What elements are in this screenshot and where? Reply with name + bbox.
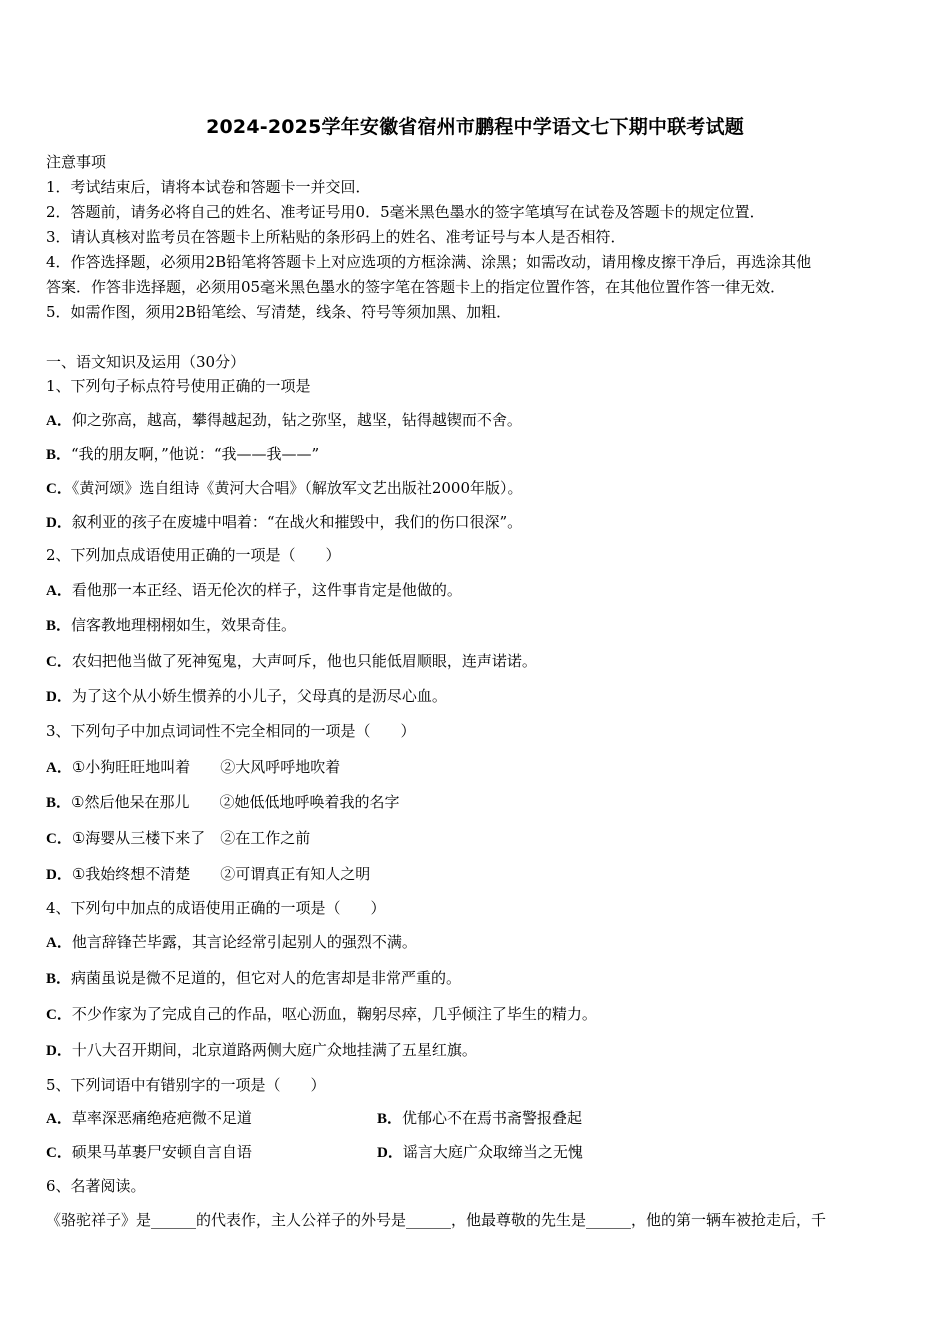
option-d <box>377 1142 583 1163</box>
option-label: D． <box>46 1043 72 1059</box>
option-label: D． <box>46 515 72 531</box>
option-label: B． <box>46 618 72 634</box>
notice-item: 3．请认真核对监考员在答题卡上所粘贴的条形码上的姓名、准考证号与本人是否相符． <box>46 228 626 246</box>
option-d <box>46 864 370 885</box>
option-text: 十八大召开期间，北京道路两侧大庭广众地挂满了五星红旗。 <box>71 1041 477 1059</box>
question-6-text: 《骆驼祥子》是______的代表作，主人公祥子的外号是______，他最尊敬的先生是______，他的第一辆车被抢走后，千 <box>46 1211 827 1229</box>
notice-item: 1．考试结束后，请将本试卷和答题卡一并交回． <box>46 178 371 196</box>
option-text: ①然后他呆在那儿 ②她低低地呼唤着我的名字 <box>71 793 400 811</box>
option-label: B． <box>46 795 72 811</box>
option-label: C． <box>46 654 72 670</box>
question-stem-2: 2、下列加点成语使用正确的一项是（ ） <box>46 546 341 564</box>
option-label: D． <box>46 689 72 705</box>
option-text: 优郁心不在焉书斋警报叠起 <box>402 1109 583 1127</box>
option-text: 硕果马革裹尸安顿自言自语 <box>71 1143 252 1161</box>
option-label: C． <box>46 831 72 847</box>
question-stem-1: 1、下列句子标点符号使用正确的一项是 <box>46 377 311 395</box>
option-a <box>46 580 462 601</box>
option-c <box>46 651 537 672</box>
option-text: “我的朋友啊，”他说：“我——我——” <box>71 445 320 463</box>
option-text: ①海婴从三楼下来了 ②在工作之前 <box>71 829 311 847</box>
notice-item: 5．如需作图，须用2B铅笔绘、写清楚，线条、符号等须加黑、加粗． <box>46 303 512 321</box>
option-label: A． <box>46 760 72 776</box>
option-b <box>46 615 296 636</box>
option-a <box>46 410 522 431</box>
option-text: 谣言大庭广众取缔当之无愧 <box>402 1143 583 1161</box>
question-stem-3: 3、下列句子中加点词词性不完全相同的一项是（ ） <box>46 722 416 740</box>
option-label: C． <box>46 481 72 497</box>
notice-heading: 注意事项 <box>46 153 107 171</box>
option-c <box>46 478 523 499</box>
option-b <box>46 792 399 813</box>
option-label: D． <box>46 867 72 883</box>
option-label: C． <box>46 1145 72 1161</box>
notice-item: 4．作答选择题，必须用2B铅笔将答题卡上对应选项的方框涂满、涂黑；如需改动，请用橡皮擦干净后，再选涂其他 <box>46 253 812 271</box>
option-label: A． <box>46 1111 72 1127</box>
option-label: A． <box>46 583 72 599</box>
option-b <box>377 1108 582 1129</box>
option-c <box>46 1142 252 1163</box>
option-c <box>46 828 310 849</box>
question-stem-4: 4、下列句中加点的成语使用正确的一项是（ ） <box>46 899 386 917</box>
question-stem-6: 6、名著阅读。 <box>46 1177 146 1195</box>
question-stem-5: 5、下列词语中有错别字的一项是（ ） <box>46 1076 326 1094</box>
option-text: 不少作家为了完成自己的作品，呕心沥血，鞠躬尽瘁，几乎倾注了毕生的精力。 <box>71 1005 597 1023</box>
option-text: 草率深恶痛绝疮疤微不足道 <box>71 1109 252 1127</box>
option-label: D． <box>377 1145 403 1161</box>
option-label: C． <box>46 1007 72 1023</box>
notice-item: 答案．作答非选择题，必须用05毫米黑色墨水的签字笔在答题卡上的指定位置作答，在其他位置作答一律无效． <box>46 278 786 296</box>
option-text: 信客教地理栩栩如生，效果奇佳。 <box>71 616 297 634</box>
page-title: 2024-2025学年安徽省宿州市鹏程中学语文七下期中联考试题 <box>206 116 744 138</box>
section-heading: 一、语文知识及运用（30分） <box>46 353 246 371</box>
option-text: 仰之弥高，越高，攀得越起劲，钻之弥坚，越坚，钻得越锲而不舍。 <box>71 411 522 429</box>
option-d <box>46 686 447 707</box>
option-text: ①我始终想不清楚 ②可谓真正有知人之明 <box>71 865 371 883</box>
option-label: B． <box>377 1111 403 1127</box>
option-label: A． <box>46 413 72 429</box>
option-text: 农妇把他当做了死神冤鬼，大声呵斥，他也只能低眉顺眼，连声诺诺。 <box>71 652 537 670</box>
option-c <box>46 1004 597 1025</box>
option-text: 叙利亚的孩子在废墟中唱着：“在战火和摧毁中，我们的伤口很深”。 <box>71 513 523 531</box>
option-text: 为了这个从小娇生惯养的小儿子，父母真的是沥尽心血。 <box>71 687 447 705</box>
option-a <box>46 1108 252 1129</box>
option-label: B． <box>46 447 72 463</box>
option-text: 他言辞锋芒毕露，其言论经常引起别人的强烈不满。 <box>71 933 417 951</box>
option-b <box>46 968 461 989</box>
option-text: 病菌虽说是微不足道的，但它对人的危害却是非常严重的。 <box>71 969 462 987</box>
option-label: B． <box>46 971 72 987</box>
option-text: ①小狗旺旺地叫着 ②大风呼呼地吹着 <box>71 758 341 776</box>
option-a <box>46 757 340 778</box>
notice-item: 2．答题前，请务必将自己的姓名、准考证号用0．5毫米黑色墨水的签字笔填写在试卷及答题卡的规定位置． <box>46 203 765 221</box>
option-d <box>46 512 522 533</box>
option-a <box>46 932 417 953</box>
option-text: 《黄河颂》选自组诗《黄河大合唱》（解放军文艺出版社2000年版）。 <box>71 479 523 497</box>
option-d <box>46 1040 477 1061</box>
option-label: A． <box>46 935 72 951</box>
option-b <box>46 444 319 465</box>
option-text: 看他那一本正经、语无伦次的样子，这件事肯定是他做的。 <box>71 581 462 599</box>
